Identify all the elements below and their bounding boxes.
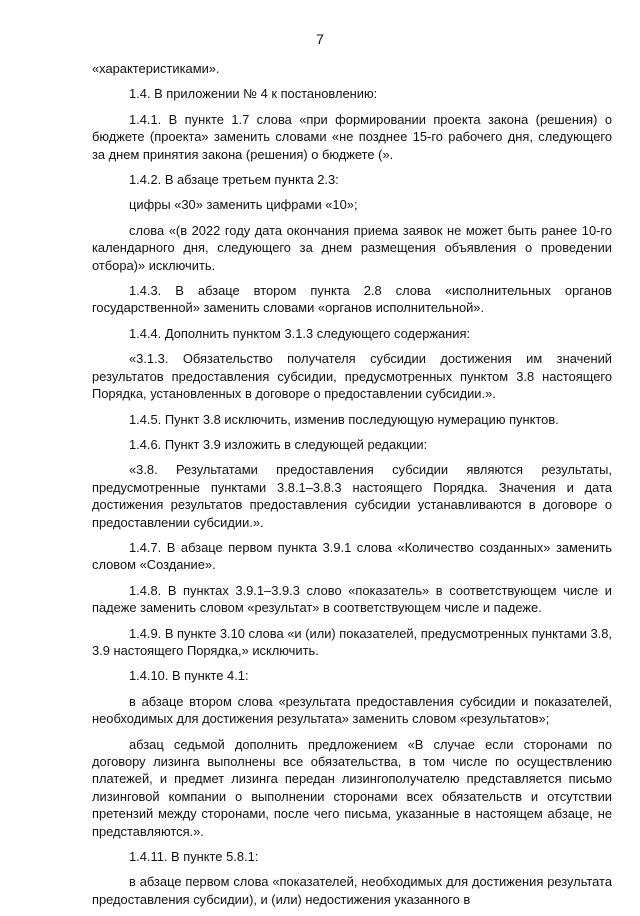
paragraph-1-4-11: 1.4.11. В пункте 5.8.1:	[129, 849, 259, 865]
paragraph-1-4-5: 1.4.5. Пункт 3.8 исключить, изменив последующую нумерацию пунктов.	[129, 411, 559, 427]
paragraph-continuation: «характеристиками».	[92, 61, 220, 76]
paragraph-second-abzac: в абзаце втором слова «результата предоставления субсидии и показателей, необходимых для достижения результата» заменить словом «результатов»;	[92, 693, 612, 727]
paragraph-3-8: «3.8. Результатами предоставления субсидии являются результаты, предусмотренные пунктами 3.8.1–3.8.3 настоящего Порядка. Значения и дата достижения результатов предоставления субсидии устанавливаются в договоре о предоставлении субсидии.».	[92, 462, 612, 530]
paragraph-1-4-9: 1.4.9. В пункте 3.10 слова «и (или) показателей, предусмотренных пунктами 3.8, 3.9 настоящего Порядка,» исключить.	[92, 625, 612, 658]
paragraph-3-1-3: «3.1.3. Обязательство получателя субсидии достижения им значений результатов предоставления субсидии, предусмотренных пунктом 3.8 настоящего Порядка, установленных в договоре о предоставлении субсидии.».	[92, 351, 612, 402]
paragraph-1-4-4: 1.4.4. Дополнить пунктом 3.1.3 следующего содержания:	[129, 325, 471, 341]
paragraph-digits: цифры «30» заменить цифрами «10»;	[129, 197, 358, 213]
paragraph-1-4: 1.4. В приложении № 4 к постановлению:	[129, 86, 378, 102]
paragraph-1-4-6: 1.4.6. Пункт 3.9 изложить в следующей редакции:	[129, 436, 428, 452]
document-body	[92, 60, 612, 916]
paragraph-seventh-abzac: абзац седьмой дополнить предложением «В случае если сторонами по договору лизинга выполнены все обязательства, в том числе по осуществлению платежей, и предмет лизинга передан лизингополучателю представляется письмо лизинговой компании о выполнении сторонами всех обязательств и отсутствии претензий между сторонами, после чего письма, указанные в настоящем абзаце, не представляются.».	[92, 736, 612, 839]
paragraph-1-4-8: 1.4.8. В пунктах 3.9.1–3.9.3 слово «показатель» в соответствующем числе и падеже заменить словом «результат» в соответствующем числе и падеже.	[92, 582, 612, 616]
page-number: 7	[316, 31, 324, 47]
paragraph-1-4-3: 1.4.3. В абзаце втором пункта 2.8 слова «исполнительных органов государственной» заменить словами «органов исполнительной».	[92, 283, 612, 316]
paragraph-1-4-1: 1.4.1. В пункте 1.7 слова «при формировании проекта закона (решения) о бюджете (проекта» заменить словами «не позднее 15-го рабочего дня, следующего за днем принятия закона (решения) о бюджете (».	[92, 111, 612, 162]
paragraph-1-4-7: 1.4.7. В абзаце первом пункта 3.9.1 слова «Количество созданных» заменить словом «Создание».	[92, 539, 612, 573]
paragraph-1-4-10: 1.4.10. В пункте 4.1:	[129, 668, 249, 684]
paragraph-1-4-2: 1.4.2. В абзаце третьем пункта 2.3:	[129, 172, 339, 188]
paragraph-words-exclude: слова «(в 2022 году дата окончания приема заявок не может быть ранее 10-го календарного дня, следующего за днем размещения объявления о проведении отбора)» исключить.	[92, 222, 612, 273]
paragraph-first-abzac: в абзаце первом слова «показателей, необходимых для достижения результата предоставления субсидии), и (или) недостижения указанного в	[92, 874, 612, 907]
